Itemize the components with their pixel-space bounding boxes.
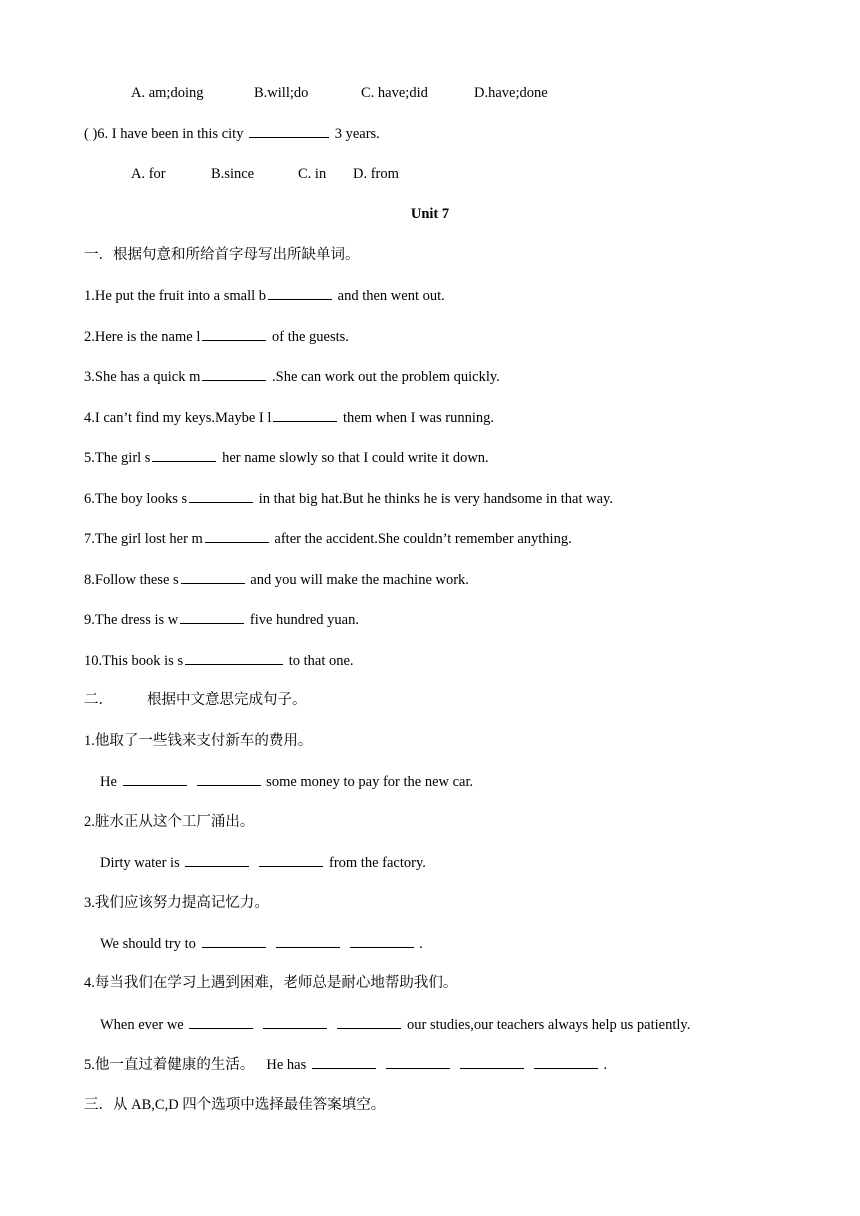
q5-option-d: D.have;done [474,85,548,101]
answer-blank [312,1055,376,1069]
s2-chinese: 1.他取了一些钱来支付新车的费用。 [84,733,313,749]
answer-blank [202,934,266,948]
answer-blank [181,570,245,584]
answer-blank [152,448,216,462]
answer-blank [337,1015,401,1029]
q6-question [84,124,380,143]
q6-option-b: B.since [211,166,255,182]
section3-heading: 三．从 AB,C,D 四个选项中选择最佳答案填空。 [84,1097,386,1113]
q6-tail: 3 years. [331,126,380,142]
answer-blank [202,367,266,381]
section2-heading [84,691,307,709]
section2-title: 根据中文意思完成句子。 [147,692,307,708]
s1-item: 1.He put the fruit into a small b and then went out. [84,288,445,304]
q6-option-d: D. from [353,166,399,182]
s1-item: 2.Here is the name l of the guests. [84,329,349,345]
s2-chinese: 5.他一直过着健康的生活。 [84,1057,255,1073]
answer-blank [460,1055,524,1069]
answer-blank [202,327,266,341]
answer-blank [189,489,253,503]
q6-blank [249,124,329,138]
s1-item: 9.The dress is w five hundred yuan. [84,612,359,628]
q5-option-c: C. have;did [361,85,428,101]
s2-chinese: 4.每当我们在学习上遇到困难，老师总是耐心地帮助我们。 [84,975,458,991]
answer-blank [189,1015,253,1029]
s2-chinese: 2.脏水正从这个工厂涌出。 [84,814,255,830]
q6-option-c: C. in [298,166,327,182]
answer-blank [185,853,249,867]
answer-blank [276,934,340,948]
s1-item: 8.Follow these s and you will make the machine work. [84,572,469,588]
unit-title: Unit 7 [410,206,450,222]
answer-blank [185,651,283,665]
s2-english: When ever we our studies,our teachers always help us patiently. [100,1017,691,1033]
answer-blank [386,1055,450,1069]
answer-blank [197,772,261,786]
answer-blank [263,1015,327,1029]
s2-english: Dirty water is from the factory. [100,855,426,871]
s2-item-5: 5.他一直过着健康的生活。 He has . [84,1057,608,1073]
q6-option-a: A. for [131,166,166,182]
answer-blank [180,610,244,624]
answer-blank [123,772,187,786]
s2-english: We should try to . [100,936,423,952]
s1-item: 10.This book is s to that one. [84,653,354,669]
s1-item: 4.I can’t find my keys.Maybe I l them when I was running. [84,410,495,426]
s2-chinese: 3.我们应该努力提高记忆力。 [84,895,269,911]
q5-option-a: A. am;doing [131,85,204,101]
s1-item: 6.The boy looks s in that big hat.But he thinks he is very handsome in that way. [84,491,613,507]
q5-option-b: B.will;do [254,85,309,101]
s1-item: 7.The girl lost her m after the accident.She couldn’t remember anything. [84,531,572,547]
answer-blank [205,529,269,543]
s1-item: 3.She has a quick m .She can work out the problem quickly. [84,369,500,385]
answer-blank [350,934,414,948]
answer-blank [268,286,332,300]
s1-item: 5.The girl s her name slowly so that I could write it down. [84,450,489,466]
s2-english: He some money to pay for the new car. [100,774,474,790]
answer-blank [259,853,323,867]
q6-text: ( )6. I have been in this city [84,126,248,142]
answer-blank [273,408,337,422]
section2-number: 二． [84,692,113,708]
section1-heading: 一．根据句意和所给首字母写出所缺单词。 [84,247,360,263]
answer-blank [534,1055,598,1069]
